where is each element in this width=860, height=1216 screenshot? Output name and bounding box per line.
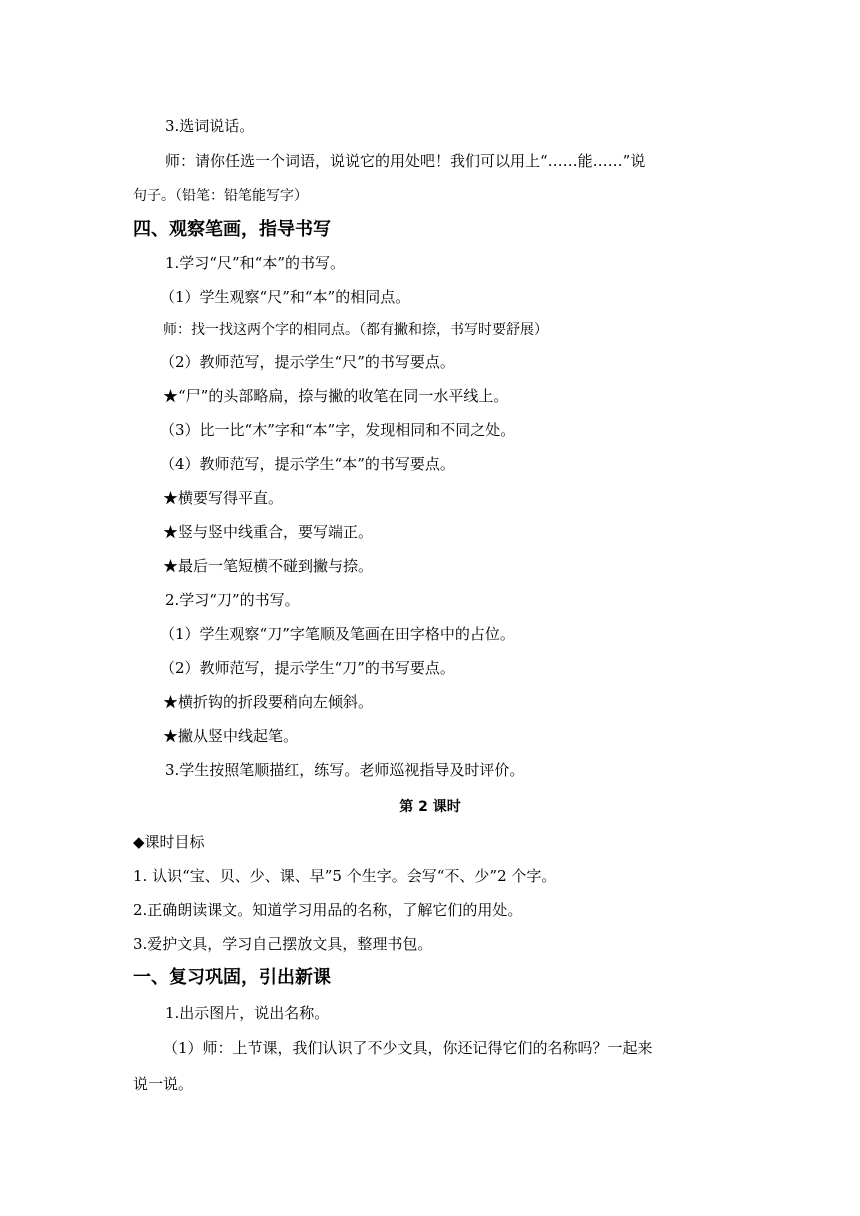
- paragraph-line: 师：找一找这两个字的相同点。（都有撇和捺，书写时要舒展）: [163, 322, 548, 338]
- paragraph-line: （1）学生观察“尺”和“本”的相同点。: [160, 288, 411, 306]
- paragraph-line: 句子。（铅笔：铅笔能写字）: [133, 188, 308, 204]
- paragraph-line: （2）教师范写，提示学生“尺”的书写要点。: [160, 353, 455, 371]
- paragraph-line: 3.学生按照笔顺描红，练写。老师巡视指导及时评价。: [165, 761, 525, 779]
- paragraph-line: 3.爱护文具，学习自己摆放文具，整理书包。: [133, 935, 433, 953]
- paragraph-line: （1）师：上节课，我们认识了不少文具，你还记得它们的名称吗？一起来: [163, 1039, 653, 1057]
- paragraph-line: 说一说。: [133, 1075, 194, 1093]
- paragraph-line: ★最后一笔短横不碰到撇与捺。: [163, 557, 374, 575]
- paragraph-line: 2.学习“刀”的书写。: [165, 591, 300, 609]
- paragraph-line: 2.正确朗读课文。知道学习用品的名称，了解它们的用处。: [133, 901, 523, 919]
- paragraph-line: 3.选词说话。: [165, 117, 255, 135]
- paragraph-line: （2）教师范写，提示学生“刀”的书写要点。: [160, 659, 455, 677]
- paragraph-line: （4）教师范写，提示学生“本”的书写要点。: [160, 455, 455, 473]
- paragraph-line: 1.出示图片，说出名称。: [165, 1004, 330, 1022]
- paragraph-line: ★竖与竖中线重合，要写端正。: [163, 523, 374, 541]
- paragraph-line: ★“尸”的头部略扁，捺与撇的收笔在同一水平线上。: [163, 387, 509, 405]
- section-heading: 一、复习巩固，引出新课: [133, 967, 331, 988]
- lesson-title: 第 2 课时: [399, 799, 461, 815]
- paragraph-line: ◆课时目标: [133, 833, 205, 851]
- paragraph-line: ★横折钩的折段要稍向左倾斜。: [163, 693, 374, 711]
- paragraph-line: （1）学生观察“刀”字笔顺及笔画在田字格中的占位。: [160, 625, 515, 643]
- paragraph-line: 1.学习“尺”和“本”的书写。: [165, 254, 345, 272]
- section-heading: 四、观察笔画，指导书写: [133, 219, 331, 240]
- paragraph-line: ★横要写得平直。: [163, 489, 284, 507]
- paragraph-line: 1. 认识“宝、贝、少、课、早”5 个生字。会写“不、少”2 个字。: [133, 867, 557, 885]
- paragraph-line: （3）比一比“木”字和“本”字，发现相同和不同之处。: [160, 421, 516, 439]
- paragraph-line: ★撇从竖中线起笔。: [163, 727, 299, 745]
- paragraph-line: 师：请你任选一个词语，说说它的用处吧！我们可以用上“……能……”说: [165, 152, 646, 170]
